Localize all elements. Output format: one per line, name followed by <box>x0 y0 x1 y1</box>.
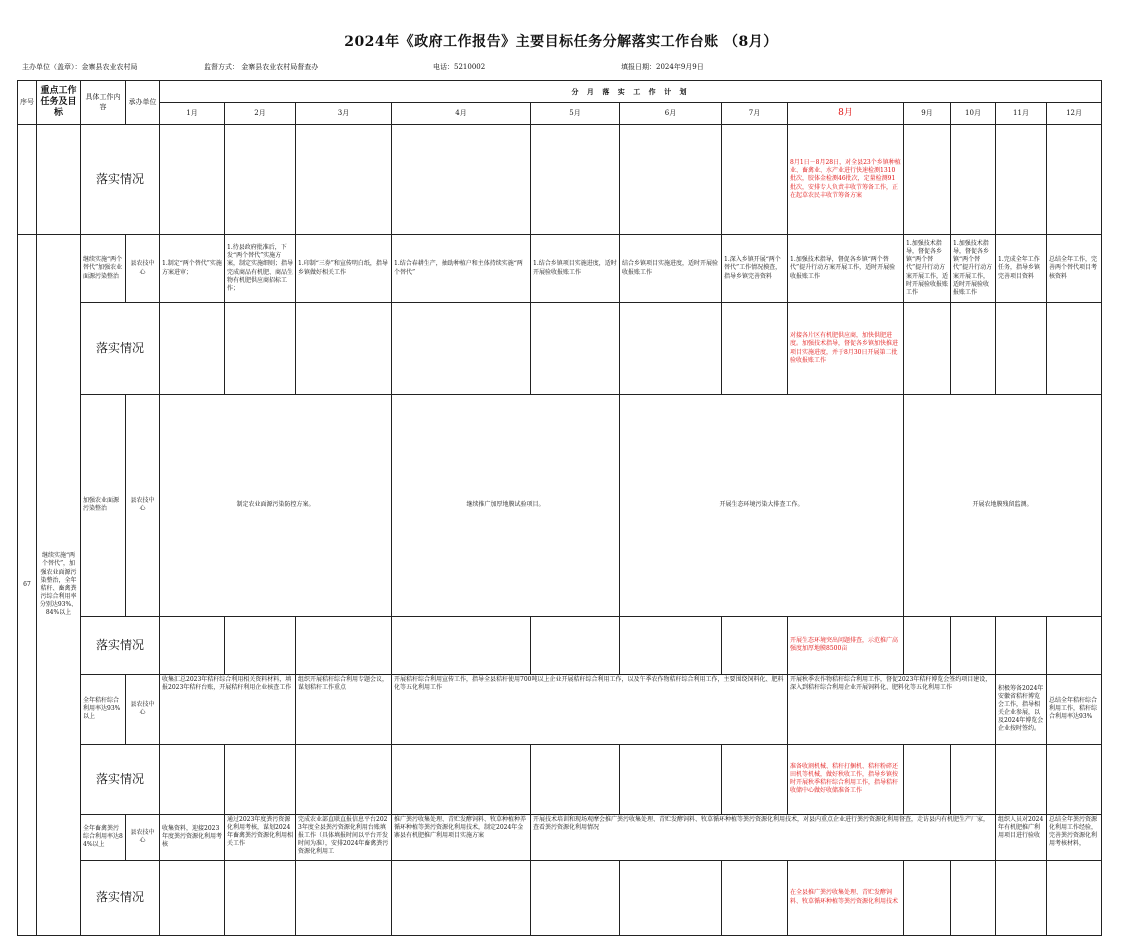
header-month-current: 8月 <box>788 103 904 125</box>
plan-cell: 1.结合乡镇项目实施进度，适时开展验收报账工作 <box>531 235 620 303</box>
header-month: 10月 <box>951 103 996 125</box>
task-goal: 继续实施“两个替代”，加强农业面源污染整治，全年秸秆、畜禽粪污综合利用率分别达93%、84%以上 <box>37 235 81 936</box>
work-content: 全年秸秆综合利用率达93%以上 <box>81 674 126 744</box>
plan-cell: 1.结合春耕生产，抽助种植户和主体持续实施“两个替代” <box>392 235 531 303</box>
phone: 电话：5210002 <box>433 63 486 71</box>
table-row <box>18 395 1102 617</box>
header-month: 12月 <box>1047 103 1102 125</box>
plan-cell: 开展技术培训和现场观摩会推广粪污收集处理、青贮发酵饲料、牧草循环种植等粪污资源化利用技术，对县内重点企业进行粪污资源化利用督查，走访县内有机肥生产厂家，查看粪污资源化利用情况 <box>531 814 996 860</box>
plan-cell: 1.印制“三券”和宣传明白纸，指导乡镇做好相关工作 <box>296 235 392 303</box>
plan-cell: 总结全年秸秆综合利用工作，秸秆综合利用率达93% <box>1047 674 1102 744</box>
plan-cell: 推广粪污收集处理、青贮发酵饲料、牧草种植种养循环种植等粪污资源化利用技术，制定2024年金寨县有机肥推广利用项目实施方案 <box>392 814 531 860</box>
header-month: 7月 <box>722 103 788 125</box>
header-seq: 序号 <box>18 81 37 125</box>
table-row <box>18 674 1102 744</box>
responsible-unit: 县农技中心 <box>126 235 160 303</box>
plan-cell: 1.加强技术指导，督促各乡镇“两个替代”提升行动方案开展工作，适时开展验收报账工作 <box>951 235 996 303</box>
work-content: 加强农业面源污染整治 <box>81 395 126 617</box>
plan-cell: 1.制定“两个替代”实施方案进审； <box>160 235 225 303</box>
responsible-unit: 县农技中心 <box>126 674 160 744</box>
plan-cell: 1.完成全年工作任务，指导乡镇完善项目资料 <box>996 235 1047 303</box>
table-row <box>18 125 1102 235</box>
seq-number: 67 <box>18 235 37 936</box>
plan-cell: 通过2023年度粪污资源化利用考核，谋划2024年畜禽粪污资源化利用相关工作 <box>225 814 296 860</box>
header-month: 1月 <box>160 103 225 125</box>
host-unit: 主办单位（盖章）：金寨县农业农村局 <box>22 63 138 71</box>
plan-cell: 组织开展秸秆综合利用专题会议，谋划秸秆工作重点 <box>296 674 392 744</box>
supervise-method: 监督方式： 金寨县农业农村局督查办 <box>204 63 319 71</box>
header-task: 重点工作任务及目标 <box>37 81 81 125</box>
table-row <box>18 303 1102 395</box>
header-month: 4月 <box>392 103 531 125</box>
table-row <box>18 235 1102 303</box>
task-ledger-table <box>17 80 1102 936</box>
status-label: 落实情况 <box>81 744 160 814</box>
page-title: 2024年《政府工作报告》主要目标任务分解落实工作台账 （8月） <box>344 34 778 50</box>
responsible-unit: 县农技中心 <box>126 395 160 617</box>
header-month: 9月 <box>904 103 951 125</box>
aug-status: 开展生态环境突出问题排查，示范推广高强度加厚地膜8500亩 <box>788 616 904 674</box>
table-row <box>18 616 1102 674</box>
header-row-1 <box>18 81 1102 103</box>
plan-cell: 总结全年粪污资源化利用工作经验，完善粪污资源化利用考核材料， <box>1047 814 1102 860</box>
header-month: 2月 <box>225 103 296 125</box>
table-row <box>18 860 1102 935</box>
plan-cell: 制定农业面源污染防控方案。 <box>160 395 392 617</box>
responsible-unit: 县农技中心 <box>126 814 160 860</box>
plan-cell: 积极筹备2024年安徽省秸秆博览会工作，指导相关企业参展，以及2024年博览会企业按时签约。 <box>996 674 1047 744</box>
header-month: 5月 <box>531 103 620 125</box>
status-label: 落实情况 <box>81 860 160 935</box>
header-unit: 承办单位 <box>126 81 160 125</box>
aug-status: 对接各片区有机肥供应商，加快供肥进度。加强技术指导，督促各乡镇加快推进项目实施进度，并于8月30日开展第二批验收报账工作 <box>788 303 904 395</box>
header-monthly-plan: 分 月 落 实 工 作 计 划 <box>160 81 1102 103</box>
aug-status: 8月1日－8月28日，对全县23个乡镇种植业、畜禽业、水产业进行快速检测1310批次，胶体金检测46批次，定量检测91批次，安排专人负责丰收节筹备工作，正在起草农民丰收节筹备方案 <box>788 125 904 235</box>
plan-cell: 收集汇总2023年秸秆综合利用相关资料材料，填报2023年秸秆台账，开展秸秆利用企业核查工作 <box>160 674 296 744</box>
fill-date: 填报日期：2024年9月9日 <box>621 63 704 71</box>
plan-cell: 组织人员对2024年有机肥推广利用项目进行验收 <box>996 814 1047 860</box>
aug-status: 在全县推广粪污收集处理、青贮发酵饲料、牧草循环种植等粪污资源化利用技术 <box>788 860 904 935</box>
plan-cell: 结合乡镇项目实施进度，适时开展验收报账工作 <box>620 235 722 303</box>
plan-cell: 继续推广加厚地膜试验项目。 <box>392 395 620 617</box>
plan-cell: 开展农地膜残留监测。 <box>904 395 1102 617</box>
table-row <box>18 744 1102 814</box>
plan-cell: 1.加强技术指导，督促各乡镇“两个替代”提升行动方案开展工作，适时开展验收报账工作 <box>904 235 951 303</box>
plan-cell: 开展秋季农作物秸秆综合利用工作，督促2023年秸秆博览会签约项目建设，深入到秸秆综合利用企业开展饲料化、肥料化等五化利用工作 <box>788 674 996 744</box>
status-label: 落实情况 <box>81 616 160 674</box>
plan-cell: 1.深入乡镇开展“两个替代”工作情况摸查，指导乡镇完善资料 <box>722 235 788 303</box>
status-label: 落实情况 <box>81 125 160 235</box>
work-content: 继续实施“两个替代”加强农业面源污染整治 <box>81 235 126 303</box>
header-month: 6月 <box>620 103 722 125</box>
status-label: 落实情况 <box>81 303 160 395</box>
plan-cell: 开展秸秆综合利用宣传工作，指导全县秸秆使用700吨以上企业开展秸秆综合利用工作，以及午季农作物秸秆综合利用工作，主要围绕饲料化、肥料化等五化利用工作 <box>392 674 788 744</box>
aug-status: 准备收割机械、秸秆打捆机、秸秆粉碎还田机等机械，做好秋收工作，指导乡镇按时开展秋季秸秆综合利用工作，指导秸秆收储中心做好收储准备工作 <box>788 744 904 814</box>
plan-cell: 1.加强技术指导，督促各乡镇“两个替代”提升行动方案开展工作，适时开展验收报账工作 <box>788 235 904 303</box>
plan-cell: 开展生态环境污染大排查工作。 <box>620 395 904 617</box>
plan-cell: 完成农业部直联直报信息平台2023年度全县粪污资源化利用台账填报工作（具体填报时间以平台开发时间为准），安排2024年畜禽粪污资源化利用工 <box>296 814 392 860</box>
plan-cell: 收集资料，迎接2023年度粪污资源化利用考核 <box>160 814 225 860</box>
header-month: 11月 <box>996 103 1047 125</box>
work-content: 全年畜禽粪污综合利用率达84%以上 <box>81 814 126 860</box>
plan-cell: 1.待县政府批准后，下发“两个替代”实施方案，制定实施细则；指导完成商品有机肥、商品生物有机肥供应商招标工作； <box>225 235 296 303</box>
header-row-months <box>18 103 1102 125</box>
plan-cell: 总结全年工作，完善两个替代项目考核资料 <box>1047 235 1102 303</box>
header-content: 具体工作内容 <box>81 81 126 125</box>
table-row <box>18 814 1102 860</box>
header-month: 3月 <box>296 103 392 125</box>
